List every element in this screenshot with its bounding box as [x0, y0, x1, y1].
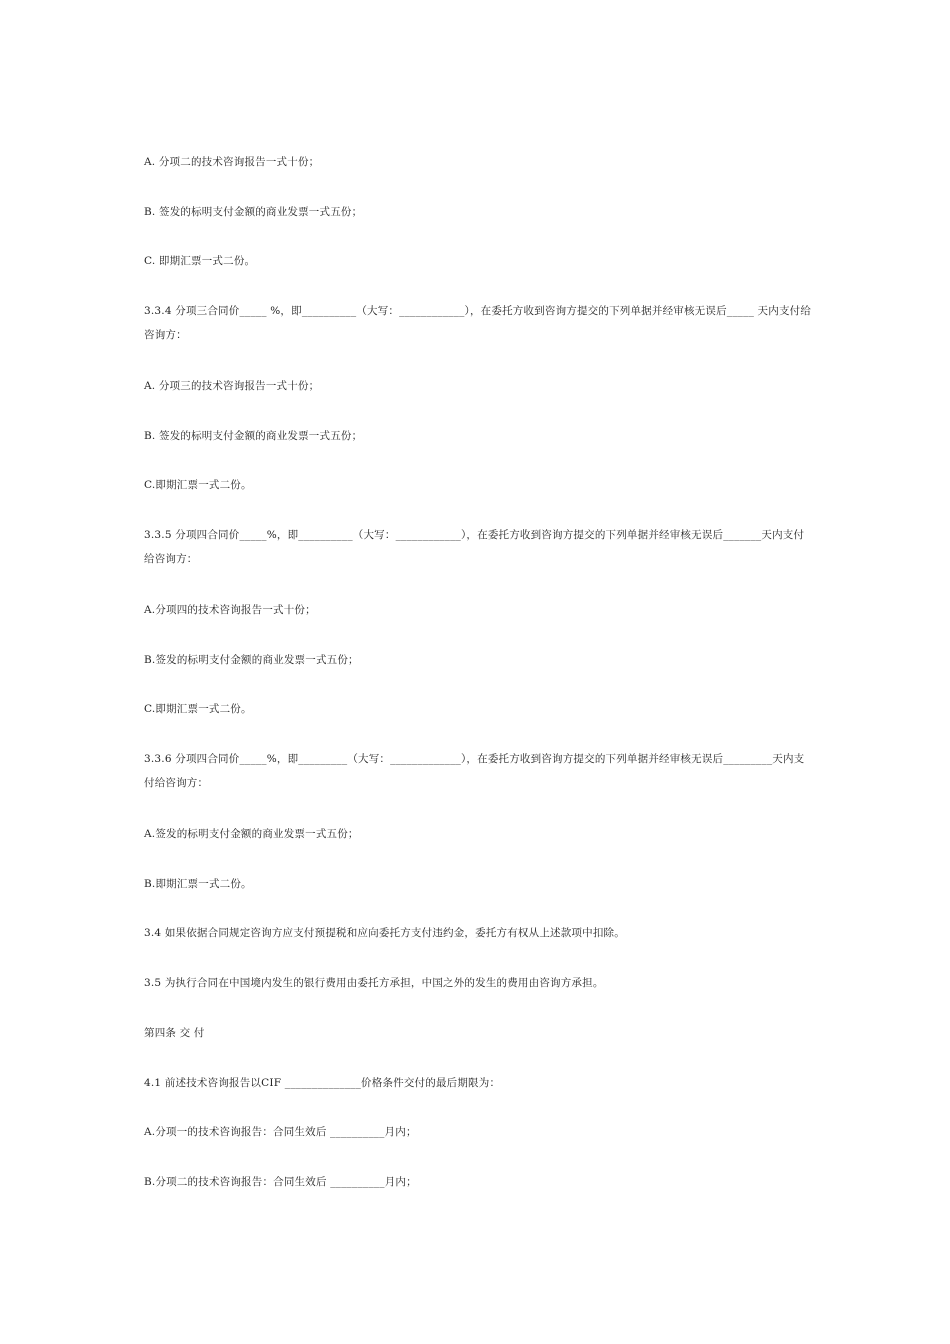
paragraph-item-c-draft: C.即期汇票一式二份。: [144, 703, 252, 715]
paragraph-clause-3-3-6: 3.3.6 分项四合同价_____%，即_________（大写：_____________），在委托方收到咨询方提交的下列单据并经审核无误后_________天内支付给咨询方：: [144, 753, 805, 789]
paragraph-item-a-invoice: A.签发的标明支付金额的商业发票一式五份；: [144, 828, 359, 840]
paragraph-clause-4-1: 4.1 前述技术咨询报告以CIF ______________价格条件交付的最后期限为：: [144, 1077, 501, 1089]
paragraph-item-b-invoice: B. 签发的标明支付金额的商业发票一式五份；: [144, 430, 363, 442]
paragraph-item-b-part2-deadline: B.分项二的技术咨询报告：合同生效后 __________月内；: [144, 1176, 417, 1188]
paragraph-clause-3-3-5: 3.3.5 分项四合同价_____%，即__________（大写：____________），在委托方收到咨询方提交的下列单据并经审核无误后_______天内支付给咨询方：: [144, 529, 805, 565]
paragraph-item-a-part1-deadline: A.分项一的技术咨询报告：合同生效后 __________月内；: [144, 1126, 417, 1138]
paragraph-clause-3-5: 3.5 为执行合同在中国境内发生的银行费用由委托方承担，中国之外的发生的费用由咨询方承担。: [144, 977, 604, 989]
paragraph-item-c-draft: C.即期汇票一式二份。: [144, 479, 252, 491]
paragraph-item-b-invoice: B.签发的标明支付金额的商业发票一式五份；: [144, 654, 359, 666]
paragraph-item-b-invoice: B. 签发的标明支付金额的商业发票一式五份；: [144, 206, 363, 218]
paragraph-clause-3-4: 3.4 如果依据合同规定咨询方应支付预提税和应向委托方支付违约金，委托方有权从上述款项中扣除。: [144, 927, 625, 939]
paragraph-item-c-draft: C. 即期汇票一式二份。: [144, 255, 256, 267]
paragraph-item-a-part4-report: A.分项四的技术咨询报告一式十份；: [144, 604, 316, 616]
section-heading-article-4: 第四条 交 付: [144, 1027, 205, 1039]
paragraph-item-a-part3-report: A. 分项三的技术咨询报告一式十份；: [144, 380, 320, 392]
paragraph-item-b-draft: B.即期汇票一式二份。: [144, 878, 252, 890]
paragraph-item-a-part2-report: A. 分项二的技术咨询报告一式十份；: [144, 156, 320, 168]
paragraph-clause-3-3-4: 3.3.4 分项三合同价_____ %，即__________（大写：____________），在委托方收到咨询方提交的下列单据并经审核无误后_____ 天内支付给咨询方：: [144, 305, 812, 341]
